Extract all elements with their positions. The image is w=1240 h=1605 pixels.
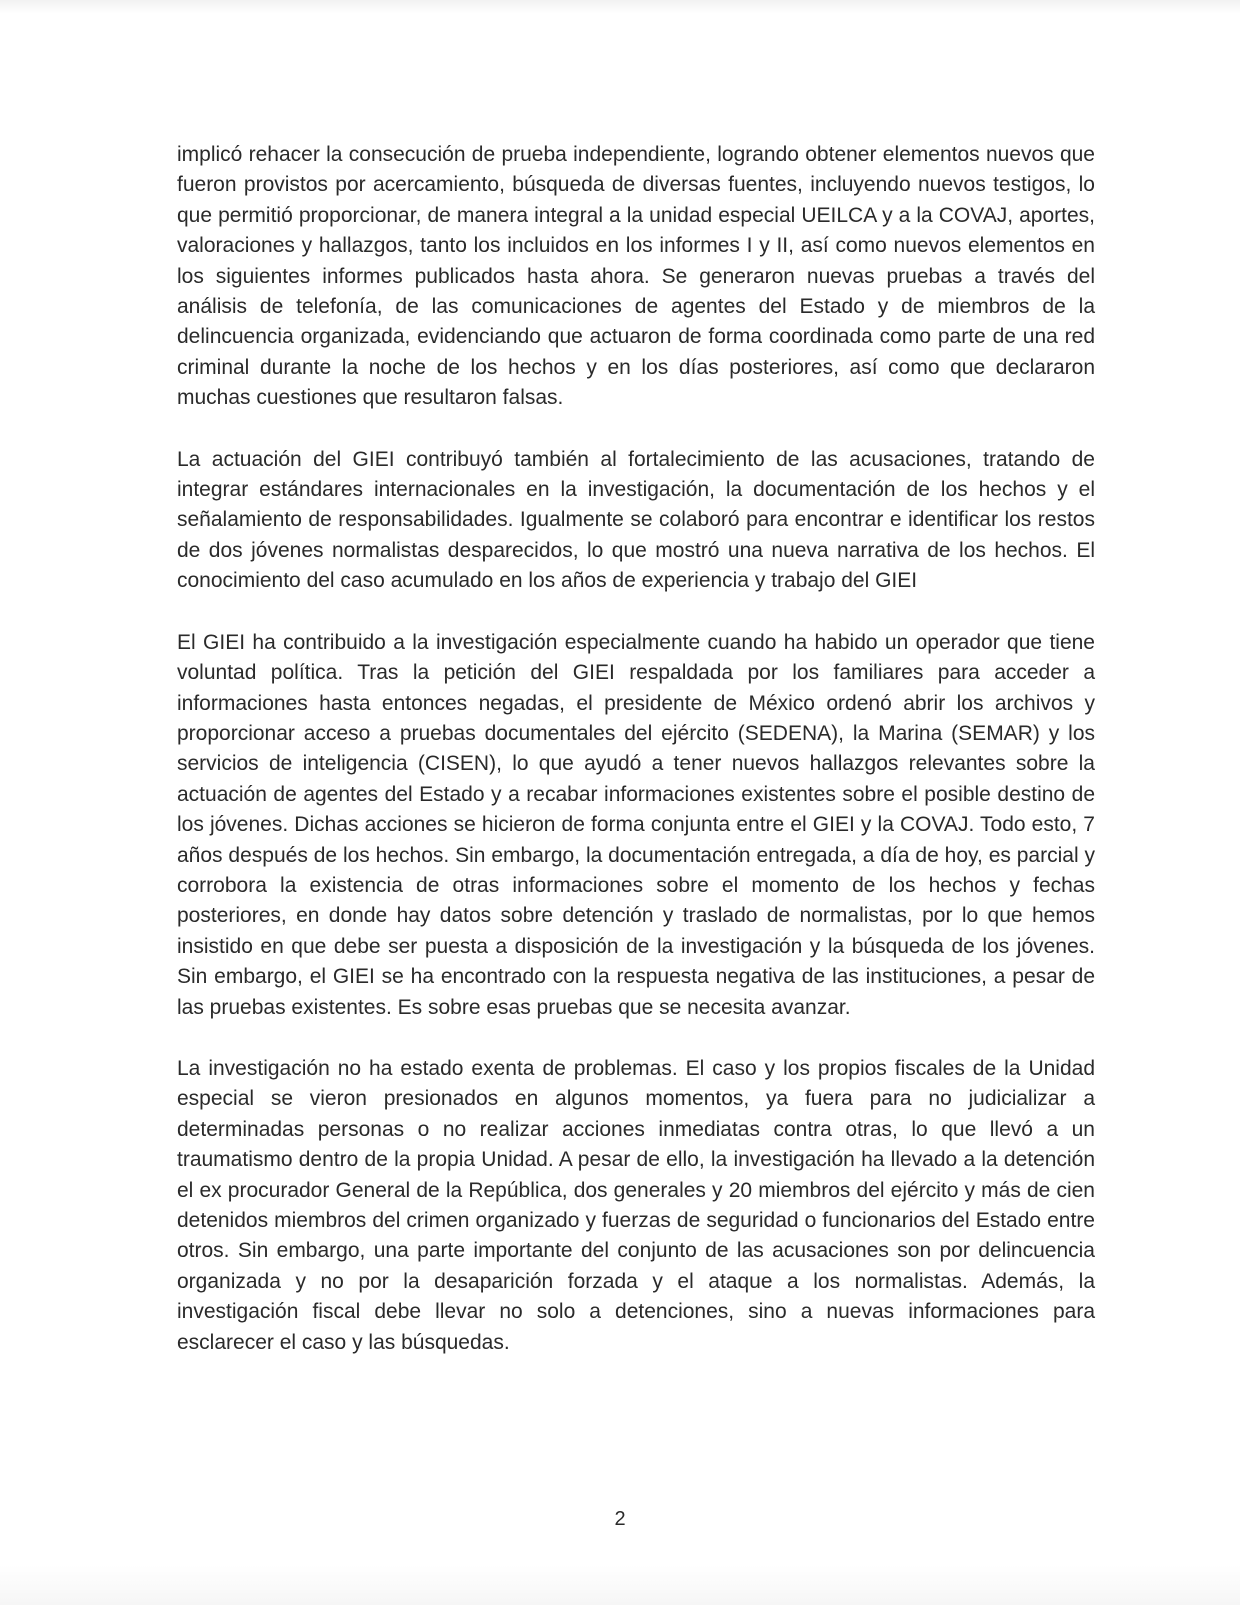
paragraph-1: implicó rehacer la consecución de prueba independiente, logrando obtener elementos nuevos que fueron provistos por acercamiento, búsqueda de diversas fuentes, incluyendo nuevos testigos, lo que permitió proporcionar, de manera integral a la unidad especial UEILCA y a la COVAJ, aportes, valoraciones y hallazgos, tanto los incluidos en los informes I y II, así como nuevos elementos en los siguientes informes publicados hasta ahora. Se generaron nuevas pruebas a través del análisis de telefonía, de las comunicaciones de agentes del Estado y de miembros de la delincuencia organizada, evidenciando que actuaron de forma coordinada como parte de una red criminal durante la noche de los hechos y en los días posteriores, así como que declararon muchas cuestiones que resultaron falsas. <box>177 143 1095 410</box>
paragraph-3: El GIEI ha contribuido a la investigación especialmente cuando ha habido un operador que tiene voluntad política. Tras la petición del GIEI respaldada por los familiares para acceder a informaciones hasta entonces negadas, el presidente de México ordenó abrir los archivos y proporcionar acceso a pruebas documentales del ejército (SEDENA), la Marina (SEMAR) y los servicios de inteligencia (CISEN), lo que ayudó a tener nuevos hallazgos relevantes sobre la actuación de agentes del Estado y a recabar informaciones existentes sobre el posible destino de los jóvenes. Dichas acciones se hicieron de forma conjunta entre el GIEI y la COVAJ. Todo esto, 7 años después de los hechos. Sin embargo, la documentación entregada, a día de hoy, es parcial y corrobora la existencia de otras informaciones sobre el momento de los hechos y fechas posteriores, en donde hay datos sobre detención y traslado de normalistas, por lo que hemos insistido en que debe ser puesta a disposición de la investigación y la búsqueda de los jóvenes. Sin embargo, el GIEI se ha encontrado con la respuesta negativa de las instituciones, a pesar de las pruebas existentes. Es sobre esas pruebas que se necesita avanzar. <box>177 630 1095 1019</box>
document-body <box>177 140 1095 1389</box>
scan-edge-bottom <box>0 1565 1240 1605</box>
paragraph-4: La investigación no ha estado exenta de problemas. El caso y los propios fiscales de la Unidad especial se vieron presionados en algunos momentos, ya fuera para no judicializar a determinadas personas o no realizar acciones inmediatas contra otras, lo que llevó a un traumatismo dentro de la propia Unidad. A pesar de ello, la investigación ha llevado a la detención el ex procurador General de la República, dos generales y 20 miembros del ejército y más de cien detenidos miembros del crimen organizado y fuerzas de seguridad o funcionarios del Estado entre otros. Sin embargo, una parte importante del conjunto de las acusaciones son por delincuencia organizada y no por la desaparición forzada y el ataque a los normalistas. Además, la investigación fiscal debe llevar no solo a detenciones, sino a nuevas informaciones para esclarecer el caso y las búsquedas. <box>177 1056 1095 1354</box>
page-number: 2 <box>614 1508 626 1530</box>
scan-edge-top <box>0 0 1240 14</box>
paragraph-2: La actuación del GIEI contribuyó también al fortalecimiento de las acusaciones, tratando de integrar estándares internacionales en la investigación, la documentación de los hechos y el señalamiento de responsabilidades. Igualmente se colaboró para encontrar e identificar los restos de dos jóvenes normalistas desparecidos, lo que mostró una nueva narrativa de los hechos. El conocimiento del caso acumulado en los años de experiencia y trabajo del GIEI <box>177 447 1095 593</box>
